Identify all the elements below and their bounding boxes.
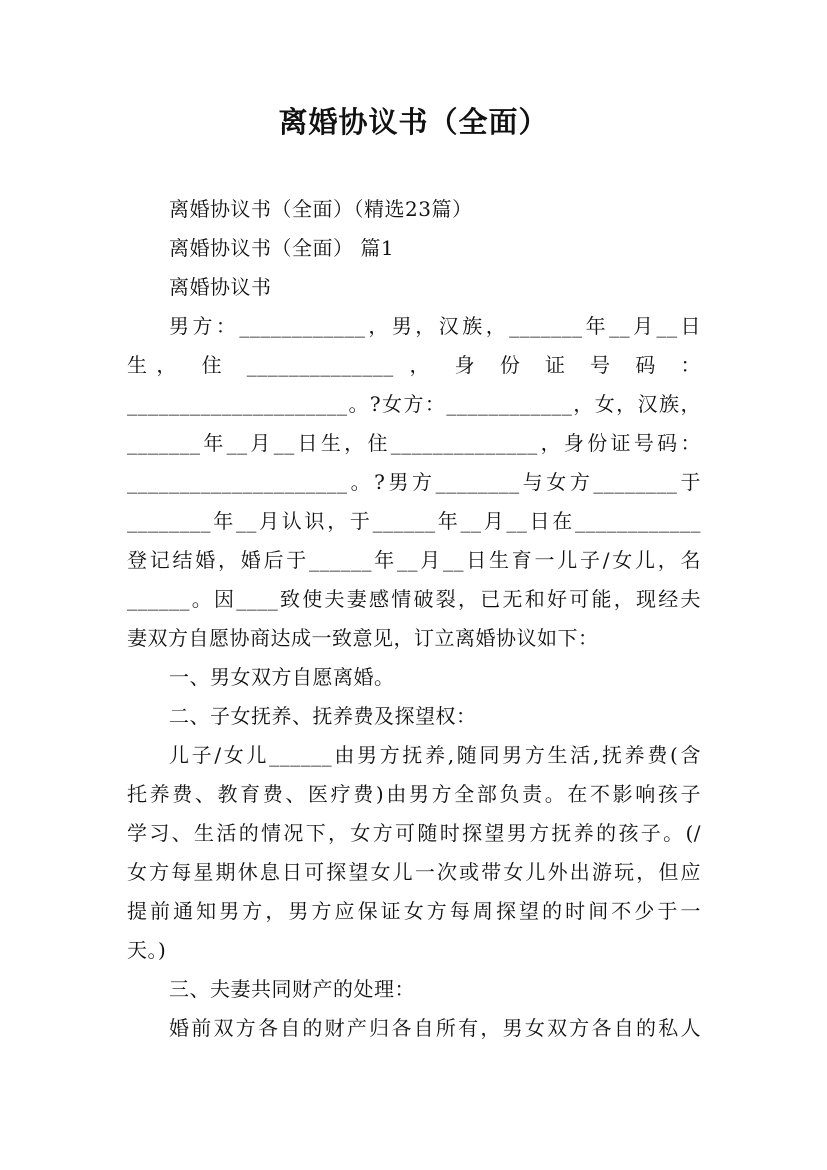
document-title: 离婚协议书（全面）	[278, 105, 549, 139]
party-info-line: 妻双方自愿协商达成一致意见，订立离婚协议如下：	[127, 626, 599, 650]
custody-line: 学习、生活的情况下，女方可随时探望男方抚养的孩子。(/	[127, 821, 701, 845]
party-info-line: 生， 住 ______________ ， 身 份 证 号 码 ：	[127, 353, 701, 377]
party-info-line: _____________________。?男方________与女方________于	[127, 470, 701, 494]
custody-line: 女方每星期休息日可探望女儿一次或带女儿外出游玩，但应	[127, 860, 701, 884]
custody-line: 天。)	[127, 938, 167, 962]
property-line: 婚前双方各自的财产归各自所有，男女双方各自的私人	[169, 1016, 701, 1040]
subtitle-collection: 离婚协议书（全面）（精选23篇）	[169, 197, 473, 221]
clause-two-heading: 二、子女抚养、抚养费及探望权：	[169, 704, 477, 728]
custody-line: 儿子/女儿______由男方抚养,随同男方生活,抚养费(含	[169, 743, 701, 767]
party-info-line: _______年__月__日生，住______________，身份证号码：	[127, 431, 701, 455]
document-body	[127, 190, 701, 1048]
party-info-line: _____________________。?女方：____________，女，汉族，	[127, 392, 701, 416]
party-info-line: ________年__月认识，于______年__月__日在____________	[127, 509, 701, 533]
custody-line: 提前通知男方，男方应保证女方每周探望的时间不少于一	[127, 899, 701, 923]
clause-three-heading: 三、夫妻共同财产的处理：	[169, 977, 415, 1001]
clause-one: 一、男女双方自愿离婚。	[169, 665, 395, 689]
agreement-heading: 离婚协议书	[169, 275, 272, 299]
subtitle-article: 离婚协议书（全面） 篇1	[169, 236, 395, 260]
party-info-line: 男方：____________，男，汉族，_______年__月__日	[169, 314, 701, 338]
custody-line: 托养费、教育费、医疗费)由男方全部负责。在不影响孩子	[127, 782, 701, 806]
party-info-line: 登记结婚，婚后于______年__月__日生育一儿子/女儿，名	[127, 548, 701, 572]
party-info-line: ______。因____致使夫妻感情破裂，已无和好可能，现经夫	[127, 587, 701, 611]
